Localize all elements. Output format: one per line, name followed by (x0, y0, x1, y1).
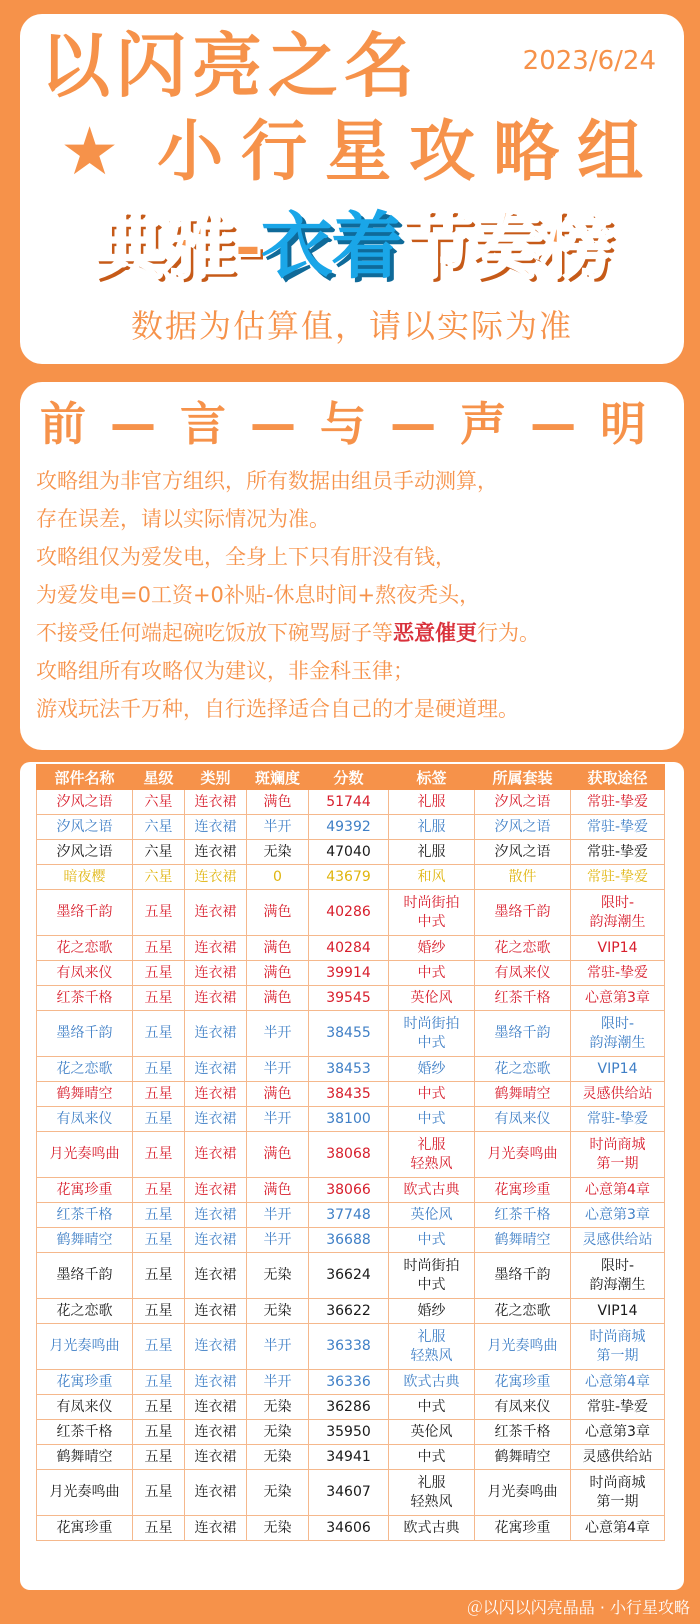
table-row (37, 890, 665, 936)
cell-star-level: 六星 (133, 815, 185, 840)
cell-outfit-set: 月光奏鸣曲 (475, 1324, 571, 1370)
cell-source: 限时- 韵海潮生 (571, 1253, 665, 1299)
cell-part-name: 花寓珍重 (37, 1370, 133, 1395)
cell-star-level: 六星 (133, 865, 185, 890)
cell-star-level: 六星 (133, 840, 185, 865)
cell-score: 49392 (309, 815, 389, 840)
cell-category: 连衣裙 (185, 890, 247, 936)
table-row (37, 1445, 665, 1470)
table-row (37, 936, 665, 961)
cell-score: 36336 (309, 1370, 389, 1395)
ranking-table (36, 764, 665, 1541)
cell-tag: 中式 (389, 1228, 475, 1253)
group-name: 小行星攻略组 (157, 113, 662, 190)
table-row (37, 1395, 665, 1420)
cell-color-level: 满色 (247, 961, 309, 986)
cell-source: 心意第3章 (571, 986, 665, 1011)
cell-color-level: 半开 (247, 1107, 309, 1132)
cell-part-name: 红茶千格 (37, 1203, 133, 1228)
cell-part-name: 有凤来仪 (37, 1395, 133, 1420)
cell-score: 39914 (309, 961, 389, 986)
table-header-row (37, 765, 665, 790)
cell-star-level: 五星 (133, 1057, 185, 1082)
subtitle: 数据为估算值，请以实际为准 (130, 307, 573, 345)
cell-category: 连衣裙 (185, 1324, 247, 1370)
cell-color-level: 满色 (247, 1082, 309, 1107)
cell-source: 限时- 韵海潮生 (571, 1011, 665, 1057)
cell-part-name: 鹤舞晴空 (37, 1445, 133, 1470)
cell-star-level: 五星 (133, 1470, 185, 1516)
cell-tag: 和风 (389, 865, 475, 890)
cell-part-name: 墨络千韵 (37, 1253, 133, 1299)
cell-source: 心意第4章 (571, 1370, 665, 1395)
cell-score: 37748 (309, 1203, 389, 1228)
cell-part-name: 有凤来仪 (37, 961, 133, 986)
cell-star-level: 五星 (133, 1420, 185, 1445)
cell-source: 时尚商城 第一期 (571, 1132, 665, 1178)
cell-tag: 欧式古典 (389, 1370, 475, 1395)
preface-line: 攻略组为非官方组织，所有数据由组员手动测算， (36, 469, 498, 493)
cell-star-level: 五星 (133, 1370, 185, 1395)
cell-part-name: 汐风之语 (37, 840, 133, 865)
cell-category: 连衣裙 (185, 1370, 247, 1395)
cell-source: 限时- 韵海潮生 (571, 890, 665, 936)
table-row (37, 1178, 665, 1203)
cell-tag: 英伦风 (389, 986, 475, 1011)
cell-part-name: 红茶千格 (37, 986, 133, 1011)
cell-category: 连衣裙 (185, 961, 247, 986)
cell-source: VIP14 (571, 1057, 665, 1082)
cell-tag: 中式 (389, 1107, 475, 1132)
date-label: 2023/6/24 (522, 46, 656, 76)
cell-tag: 婚纱 (389, 1057, 475, 1082)
cell-tag: 礼服 (389, 790, 475, 815)
cell-color-level: 满色 (247, 936, 309, 961)
table-row (37, 1011, 665, 1057)
title-line2 (60, 112, 661, 192)
cell-outfit-set: 汐风之语 (475, 815, 571, 840)
table-row (37, 1107, 665, 1132)
cell-outfit-set: 墨络千韵 (475, 1011, 571, 1057)
table-row (37, 790, 665, 815)
cell-tag: 欧式古典 (389, 1516, 475, 1541)
cell-category: 连衣裙 (185, 1082, 247, 1107)
cell-color-level: 无染 (247, 1299, 309, 1324)
preface-emphasis: 恶意催更 (393, 621, 477, 645)
cell-outfit-set: 花寓珍重 (475, 1178, 571, 1203)
cell-part-name: 花之恋歌 (37, 1057, 133, 1082)
cell-color-level: 半开 (247, 1228, 309, 1253)
preface-line: 存在误差，请以实际情况为准。 (36, 507, 330, 531)
cell-category: 连衣裙 (185, 790, 247, 815)
cell-category: 连衣裙 (185, 1445, 247, 1470)
cell-color-level: 半开 (247, 815, 309, 840)
cell-score: 38453 (309, 1057, 389, 1082)
cell-source: 常驻-挚爱 (571, 815, 665, 840)
cell-tag: 英伦风 (389, 1203, 475, 1228)
cell-tag: 中式 (389, 1445, 475, 1470)
cell-category: 连衣裙 (185, 986, 247, 1011)
cell-outfit-set: 月光奏鸣曲 (475, 1132, 571, 1178)
cell-category: 连衣裙 (185, 1299, 247, 1324)
cell-category: 连衣裙 (185, 1132, 247, 1178)
cell-outfit-set: 花寓珍重 (475, 1516, 571, 1541)
table-row (37, 1203, 665, 1228)
header-card (20, 14, 684, 364)
cell-part-name: 有凤来仪 (37, 1107, 133, 1132)
cell-outfit-set: 月光奏鸣曲 (475, 1470, 571, 1516)
cell-part-name: 红茶千格 (37, 1420, 133, 1445)
cell-color-level: 满色 (247, 890, 309, 936)
table-row (37, 1420, 665, 1445)
cell-outfit-set: 红茶千格 (475, 1420, 571, 1445)
cell-score: 38455 (309, 1011, 389, 1057)
cell-score: 40286 (309, 890, 389, 936)
cell-category: 连衣裙 (185, 1011, 247, 1057)
cell-color-level: 半开 (247, 1011, 309, 1057)
cell-part-name: 月光奏鸣曲 (37, 1324, 133, 1370)
cell-part-name: 墨络千韵 (37, 890, 133, 936)
cell-star-level: 六星 (133, 790, 185, 815)
cell-star-level: 五星 (133, 1516, 185, 1541)
cell-tag: 礼服 轻熟风 (389, 1132, 475, 1178)
cell-source: 心意第3章 (571, 1420, 665, 1445)
cell-color-level: 0 (247, 865, 309, 890)
cell-category: 连衣裙 (185, 1057, 247, 1082)
banner-part3: 节奏榜 (400, 204, 611, 288)
table-row (37, 815, 665, 840)
preface-line: 游戏玩法千万种，自行选择适合自己的才是硬道理。 (36, 697, 519, 721)
cell-star-level: 五星 (133, 1011, 185, 1057)
cell-outfit-set: 墨络千韵 (475, 890, 571, 936)
cell-outfit-set: 鹤舞晴空 (475, 1082, 571, 1107)
table-row (37, 865, 665, 890)
table-row (37, 1470, 665, 1516)
cell-color-level: 无染 (247, 1516, 309, 1541)
cell-source: 心意第3章 (571, 1203, 665, 1228)
cell-star-level: 五星 (133, 936, 185, 961)
cell-score: 34606 (309, 1516, 389, 1541)
cell-star-level: 五星 (133, 1395, 185, 1420)
cell-color-level: 无染 (247, 840, 309, 865)
cell-part-name: 墨络千韵 (37, 1011, 133, 1057)
cell-tag: 欧式古典 (389, 1178, 475, 1203)
table-row (37, 1228, 665, 1253)
preface-line: 为爱发电=0工资+0补贴-休息时间+熬夜秃头， (36, 583, 481, 607)
cell-outfit-set: 墨络千韵 (475, 1253, 571, 1299)
col-header-color: 斑斓度 (247, 765, 309, 790)
table-row (37, 840, 665, 865)
cell-score: 43679 (309, 865, 389, 890)
cell-source: VIP14 (571, 1299, 665, 1324)
cell-source: 常驻-挚爱 (571, 1107, 665, 1132)
cell-score: 38068 (309, 1132, 389, 1178)
cell-category: 连衣裙 (185, 1420, 247, 1445)
cell-part-name: 花之恋歌 (37, 936, 133, 961)
ranking-banner (40, 200, 664, 292)
cell-tag: 礼服 轻熟风 (389, 1324, 475, 1370)
cell-score: 38100 (309, 1107, 389, 1132)
cell-color-level: 无染 (247, 1420, 309, 1445)
preface-line: 攻略组仅为爱发电，全身上下只有肝没有钱， (36, 545, 456, 569)
cell-source: 灵感供给站 (571, 1082, 665, 1107)
preface-line5-c: 行为。 (477, 621, 540, 645)
cell-source: 灵感供给站 (571, 1445, 665, 1470)
cell-score: 36338 (309, 1324, 389, 1370)
cell-category: 连衣裙 (185, 1203, 247, 1228)
cell-part-name: 鹤舞晴空 (37, 1228, 133, 1253)
cell-category: 连衣裙 (185, 865, 247, 890)
cell-color-level: 半开 (247, 1370, 309, 1395)
cell-category: 连衣裙 (185, 936, 247, 961)
cell-category: 连衣裙 (185, 1470, 247, 1516)
cell-source: 常驻-挚爱 (571, 865, 665, 890)
cell-tag: 礼服 (389, 840, 475, 865)
cell-score: 47040 (309, 840, 389, 865)
table-row (37, 1324, 665, 1370)
cell-category: 连衣裙 (185, 1516, 247, 1541)
preface-title: 前 — 言 — 与 — 声 — 明 (40, 397, 651, 451)
cell-category: 连衣裙 (185, 1395, 247, 1420)
cell-part-name: 汐风之语 (37, 815, 133, 840)
cell-category: 连衣裙 (185, 840, 247, 865)
table-row (37, 961, 665, 986)
table-row (37, 1057, 665, 1082)
cell-star-level: 五星 (133, 1324, 185, 1370)
cell-source: 常驻-挚爱 (571, 961, 665, 986)
cell-outfit-set: 散件 (475, 865, 571, 890)
cell-star-level: 五星 (133, 1107, 185, 1132)
cell-star-level: 五星 (133, 1445, 185, 1470)
cell-star-level: 五星 (133, 1132, 185, 1178)
cell-score: 36286 (309, 1395, 389, 1420)
cell-category: 连衣裙 (185, 1253, 247, 1299)
cell-star-level: 五星 (133, 1299, 185, 1324)
cell-part-name: 花寓珍重 (37, 1516, 133, 1541)
cell-tag: 婚纱 (389, 1299, 475, 1324)
cell-outfit-set: 有凤来仪 (475, 1395, 571, 1420)
cell-tag: 时尚街拍 中式 (389, 890, 475, 936)
cell-score: 51744 (309, 790, 389, 815)
cell-part-name: 花之恋歌 (37, 1299, 133, 1324)
banner-part1: 典雅- (93, 204, 261, 288)
cell-color-level: 满色 (247, 986, 309, 1011)
cell-color-level: 满色 (247, 1132, 309, 1178)
cell-tag: 中式 (389, 961, 475, 986)
cell-source: 常驻-挚爱 (571, 790, 665, 815)
cell-outfit-set: 鹤舞晴空 (475, 1228, 571, 1253)
cell-tag: 婚纱 (389, 936, 475, 961)
cell-part-name: 鹤舞晴空 (37, 1082, 133, 1107)
col-header-source: 获取途径 (571, 765, 665, 790)
cell-color-level: 满色 (247, 1178, 309, 1203)
cell-score: 40284 (309, 936, 389, 961)
cell-part-name: 花寓珍重 (37, 1178, 133, 1203)
cell-score: 36622 (309, 1299, 389, 1324)
cell-outfit-set: 有凤来仪 (475, 961, 571, 986)
cell-outfit-set: 红茶千格 (475, 986, 571, 1011)
cell-outfit-set: 花之恋歌 (475, 936, 571, 961)
cell-star-level: 五星 (133, 1203, 185, 1228)
cell-source: VIP14 (571, 936, 665, 961)
cell-category: 连衣裙 (185, 1178, 247, 1203)
col-header-name: 部件名称 (37, 765, 133, 790)
cell-color-level: 半开 (247, 1203, 309, 1228)
cell-tag: 礼服 (389, 815, 475, 840)
title-line1: 以闪亮之名 (40, 25, 420, 107)
cell-color-level: 无染 (247, 1445, 309, 1470)
cell-score: 39545 (309, 986, 389, 1011)
cell-tag: 时尚街拍 中式 (389, 1011, 475, 1057)
cell-star-level: 五星 (133, 890, 185, 936)
cell-outfit-set: 有凤来仪 (475, 1107, 571, 1132)
cell-outfit-set: 红茶千格 (475, 1203, 571, 1228)
cell-source: 灵感供给站 (571, 1228, 665, 1253)
preface-line: 攻略组所有攻略仅为建议，非金科玉律； (36, 659, 414, 683)
cell-tag: 礼服 轻熟风 (389, 1470, 475, 1516)
preface-line5-a: 不接受任何端起碗吃饭放下碗骂厨子等 (36, 621, 393, 645)
cell-source: 心意第4章 (571, 1178, 665, 1203)
table-row (37, 986, 665, 1011)
cell-category: 连衣裙 (185, 1228, 247, 1253)
cell-score: 34941 (309, 1445, 389, 1470)
cell-color-level: 无染 (247, 1470, 309, 1516)
cell-star-level: 五星 (133, 1228, 185, 1253)
preface-card (20, 382, 684, 750)
table-row (37, 1299, 665, 1324)
cell-score: 36624 (309, 1253, 389, 1299)
col-header-category: 类别 (185, 765, 247, 790)
table-row (37, 1253, 665, 1299)
cell-score: 34607 (309, 1470, 389, 1516)
cell-color-level: 半开 (247, 1324, 309, 1370)
cell-color-level: 半开 (247, 1057, 309, 1082)
cell-score: 38066 (309, 1178, 389, 1203)
cell-star-level: 五星 (133, 1082, 185, 1107)
table-row (37, 1370, 665, 1395)
cell-part-name: 暗夜樱 (37, 865, 133, 890)
cell-tag: 中式 (389, 1395, 475, 1420)
cell-color-level: 无染 (247, 1395, 309, 1420)
col-header-tag: 标签 (389, 765, 475, 790)
preface-line (36, 614, 676, 652)
cell-source: 时尚商城 第一期 (571, 1470, 665, 1516)
col-header-score: 分数 (309, 765, 389, 790)
cell-part-name: 汐风之语 (37, 790, 133, 815)
cell-star-level: 五星 (133, 986, 185, 1011)
cell-outfit-set: 汐风之语 (475, 790, 571, 815)
cell-source: 常驻-挚爱 (571, 840, 665, 865)
cell-part-name: 月光奏鸣曲 (37, 1132, 133, 1178)
cell-outfit-set: 花之恋歌 (475, 1299, 571, 1324)
cell-outfit-set: 花之恋歌 (475, 1057, 571, 1082)
cell-tag: 英伦风 (389, 1420, 475, 1445)
cell-outfit-set: 汐风之语 (475, 840, 571, 865)
cell-category: 连衣裙 (185, 1107, 247, 1132)
cell-tag: 中式 (389, 1082, 475, 1107)
cell-source: 常驻-挚爱 (571, 1395, 665, 1420)
cell-outfit-set: 花寓珍重 (475, 1370, 571, 1395)
table-row (37, 1132, 665, 1178)
ranking-table-card (20, 762, 684, 1590)
cell-source: 心意第4章 (571, 1516, 665, 1541)
cell-source: 时尚商城 第一期 (571, 1324, 665, 1370)
table-row (37, 1516, 665, 1541)
cell-score: 38435 (309, 1082, 389, 1107)
cell-color-level: 满色 (247, 790, 309, 815)
footer-credit: ＠以闪以闪亮晶晶 · 小行星攻略 (466, 1598, 690, 1617)
cell-star-level: 五星 (133, 961, 185, 986)
banner-part2: 衣着 (260, 204, 401, 288)
table-row (37, 1082, 665, 1107)
preface-text (36, 462, 676, 728)
cell-star-level: 五星 (133, 1178, 185, 1203)
cell-score: 36688 (309, 1228, 389, 1253)
cell-color-level: 无染 (247, 1253, 309, 1299)
cell-score: 35950 (309, 1420, 389, 1445)
cell-tag: 时尚街拍 中式 (389, 1253, 475, 1299)
cell-part-name: 月光奏鸣曲 (37, 1470, 133, 1516)
cell-category: 连衣裙 (185, 815, 247, 840)
col-header-star: 星级 (133, 765, 185, 790)
cell-outfit-set: 鹤舞晴空 (475, 1445, 571, 1470)
col-header-set: 所属套装 (475, 765, 571, 790)
cell-star-level: 五星 (133, 1253, 185, 1299)
star-icon: ★ (60, 113, 138, 190)
